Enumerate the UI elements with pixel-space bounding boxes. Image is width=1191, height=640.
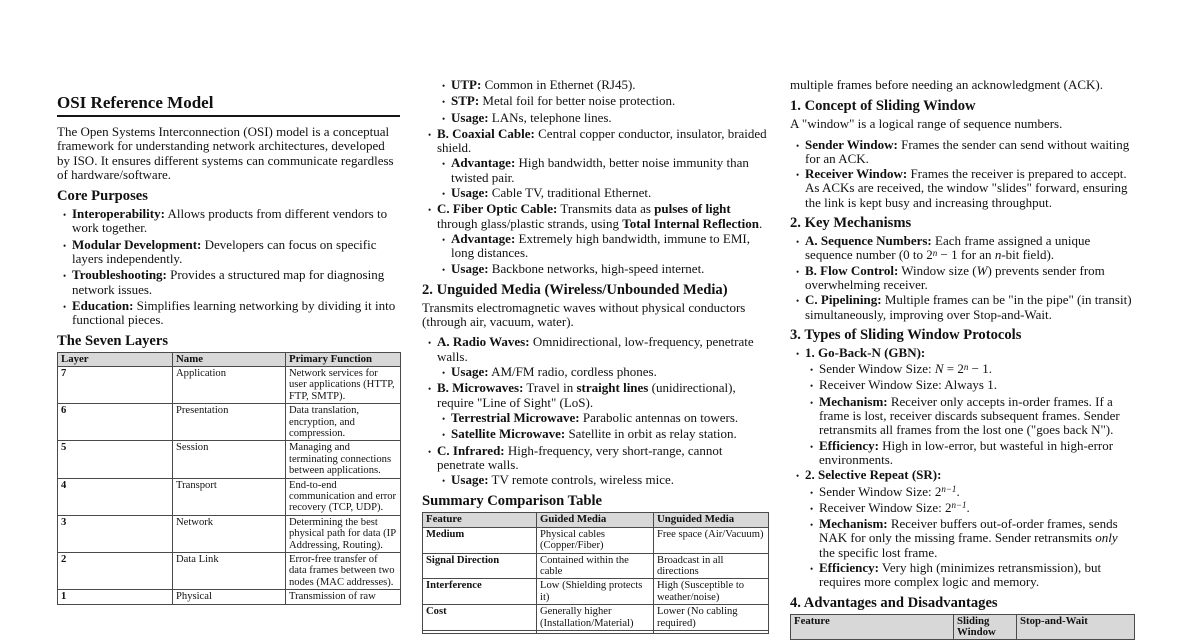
text-run: C. Fiber Optic Cable: (437, 201, 558, 217)
bullet-icon: • (428, 384, 432, 395)
list-item (796, 138, 1135, 167)
text-run: − 1 for an (937, 247, 995, 263)
bullet-icon: • (442, 189, 446, 200)
bullet-icon: • (810, 564, 814, 575)
list-item (796, 346, 1135, 361)
text-run: Simplifies learning networking by dividing it into functional pieces. (72, 297, 396, 328)
paragraph (790, 117, 1135, 131)
list-item (428, 381, 768, 410)
table-cell: 7 (58, 366, 173, 403)
list-item (428, 335, 768, 364)
bullet-icon: • (63, 240, 67, 251)
column-header: Name (173, 352, 286, 366)
text-run: Parabolic antennas on towers. (579, 409, 739, 425)
list-item-text (451, 473, 768, 487)
bullet-icon: • (428, 205, 432, 216)
list-item-text (451, 111, 768, 125)
list-item (810, 395, 1135, 438)
bullet-icon: • (796, 348, 800, 359)
table-cell: Session (173, 441, 286, 478)
text-run: multiple frames before needing an acknowledgment (ACK). (790, 77, 1103, 92)
column-header: Stop-and-Wait (1017, 614, 1135, 640)
heading-4-advantages-and-disadvantages: 4. Advantages and Disadvantages (790, 594, 998, 611)
bullet-icon: • (442, 413, 446, 424)
text-run: AM/FM radio, cordless phones. (488, 364, 657, 380)
guided-media-list (422, 78, 768, 277)
list-item-text (819, 395, 1135, 438)
text-run: Usage: (451, 109, 489, 125)
list-item-text (451, 94, 768, 108)
table-row (423, 605, 769, 631)
paragraph (57, 125, 400, 182)
column-header: Feature (791, 614, 954, 640)
table-header-row (791, 614, 1135, 640)
list-item-text (451, 232, 768, 261)
table-cell: Generally higher (Installation/Material) (537, 605, 654, 631)
paragraph (422, 301, 768, 330)
text-run: straight lines (576, 380, 649, 396)
table-cell: Network services for user applications (HTTP, FTP, SMTP). (286, 366, 401, 403)
bullet-icon: • (428, 129, 432, 140)
text-run: Frames the receiver is prepared to accept. As ACKs are received, the window "slides" forward, ensuring the link is kept busy and increasing throughput. (805, 166, 1128, 210)
bullet-icon: • (428, 446, 432, 457)
table-cell: Physical (173, 590, 286, 604)
table-cell: Application (173, 366, 286, 403)
list-item (442, 262, 768, 277)
heading-summary-comparison-table: Summary Comparison Table (422, 493, 603, 510)
text-run: C. Pipelining: (805, 292, 882, 308)
table-cell: Determining the best physical path for data (IP Addressing, Routing). (286, 515, 401, 552)
text-run: . (758, 215, 763, 231)
text-run: Usage: (451, 472, 489, 488)
list-item-text (805, 468, 1135, 482)
column-header: Sliding Window (954, 614, 1017, 640)
text-run: 1. Go-Back-N (GBN): (805, 344, 926, 360)
list-item-text (819, 517, 1135, 560)
text-run: Allows products from different vendors to work together. (72, 206, 388, 236)
text-run: Very high (minimizes retransmission), but requires more complex logic and memory. (819, 560, 1102, 590)
list-item (428, 127, 768, 156)
table-row (58, 404, 401, 441)
bullet-icon: • (442, 476, 446, 487)
bullet-icon: • (796, 471, 800, 482)
heading-osi-reference-model: OSI Reference Model (57, 93, 400, 117)
text-run: Sender Window Size: 2 (819, 483, 942, 499)
table-cell: Physical cables (Copper/Fiber) (537, 527, 654, 553)
list-item-text (72, 238, 400, 267)
bullet-icon: • (796, 266, 800, 277)
table-cell: Interference (423, 579, 537, 605)
list-item (442, 156, 768, 185)
text-run: Developers can focus on specific layers independently. (72, 236, 377, 267)
table-cell: Data Link (173, 553, 286, 590)
table-cell: Transmission of raw (286, 590, 401, 604)
heading-core-purposes: Core Purposes (57, 188, 148, 205)
text-run: Modular Development: (72, 236, 202, 252)
bullet-icon: • (796, 170, 800, 181)
list-item-text (819, 561, 1135, 590)
table-cell: 2 (58, 553, 173, 590)
list-item (810, 485, 1135, 500)
bullet-icon: • (810, 397, 814, 408)
list-item-text (451, 78, 768, 92)
list-item-text (819, 501, 1135, 515)
table-cell: Transport (173, 478, 286, 515)
text-run: Central copper conductor, insulator, braided shield. (437, 125, 767, 156)
text-run: = 2 (943, 361, 964, 377)
heading-1-concept-of-sliding-window: 1. Concept of Sliding Window (790, 98, 976, 115)
text-run: W (976, 262, 988, 278)
list-item-text (805, 167, 1135, 210)
unguided-media-list (422, 335, 768, 488)
table-cell: Signal Direction (423, 553, 537, 579)
bullet-icon: • (63, 210, 67, 221)
bullet-icon: • (796, 296, 800, 307)
text-run: pulses of light (654, 201, 731, 217)
list-item-text (437, 335, 768, 364)
list-item-text (819, 362, 1135, 376)
bullet-icon: • (428, 338, 432, 349)
text-run: Total Internal Reflection (622, 215, 759, 231)
seven-layers-table (57, 352, 401, 605)
list-item-text (805, 264, 1135, 293)
table-cell: Managing and terminating connections between applications. (286, 441, 401, 478)
bullet-icon: • (810, 520, 814, 531)
text-run: 2. Selective Repeat (SR): (805, 467, 942, 483)
list-item (796, 293, 1135, 322)
column-left (57, 78, 400, 640)
text-run: Usage: (451, 185, 489, 201)
table-row (58, 515, 401, 552)
table-cell: Cost (423, 605, 537, 631)
text-run: Sender Window Size: (819, 361, 935, 377)
table-cell: 4 (58, 478, 173, 515)
list-item-text (437, 202, 768, 231)
core-purposes-list (57, 207, 400, 327)
list-item-text (451, 186, 768, 200)
column-header: Guided Media (537, 513, 654, 527)
list-item-text (437, 381, 768, 410)
text-run: A. Radio Waves: (437, 334, 530, 350)
text-run: Receiver Window Size: 2 (819, 499, 952, 515)
list-item (63, 238, 400, 267)
table-row (58, 553, 401, 590)
table-row (58, 366, 401, 403)
table-cell: Contained within the cable (537, 553, 654, 579)
text-run: Travel in (523, 380, 577, 396)
table-cell: 6 (58, 404, 173, 441)
list-item-text (451, 427, 768, 441)
text-run: n−1 (941, 484, 957, 495)
table-cell: Low (Shielding protects it) (537, 579, 654, 605)
heading-3-types-of-sliding-window-protocols: 3. Types of Sliding Window Protocols (790, 326, 1022, 343)
list-item (810, 378, 1135, 393)
table-cell: Free space (Air/Vacuum) (654, 527, 769, 553)
list-item-text (451, 262, 768, 276)
table-body (423, 527, 769, 633)
text-run: A "window" is a logical range of sequence numbers. (790, 116, 1063, 132)
text-run: High in low-error, but wasteful in high-error environments. (819, 437, 1114, 467)
bullet-icon: • (442, 264, 446, 275)
list-item (442, 232, 768, 261)
text-run: Sender Window: (805, 136, 898, 152)
bullet-icon: • (810, 441, 814, 452)
table-cell: High (Susceptible to weather/noise) (654, 579, 769, 605)
key-mechanisms-list (790, 234, 1135, 322)
text-run: N (934, 361, 944, 377)
text-run: C. Infrared: (437, 442, 505, 458)
bullet-icon: • (796, 237, 800, 248)
text-run: A. Sequence Numbers: (805, 233, 932, 249)
text-run: Receiver Window Size: Always 1. (819, 377, 997, 393)
text-run: Window size ( (898, 262, 977, 278)
table-cell: Broadcast in all directions (654, 553, 769, 579)
text-run: n (994, 247, 1002, 263)
text-run: Transmits data as (557, 201, 655, 217)
heading-2-unguided-media-wireless-unbounded-medi: 2. Unguided Media (Wireless/Unbounded Media) (422, 281, 728, 298)
list-item (810, 501, 1135, 516)
table-row (423, 527, 769, 553)
table-row (423, 579, 769, 605)
heading-2-key-mechanisms: 2. Key Mechanisms (790, 215, 912, 232)
text-run: n (932, 247, 938, 258)
list-item (63, 268, 400, 297)
bullet-icon: • (810, 503, 814, 514)
table-row (423, 553, 769, 579)
text-run: B. Flow Control: (805, 262, 899, 278)
text-run: Each frame assigned a unique sequence number (0 to 2 (805, 233, 1091, 263)
text-run: Usage: (451, 364, 489, 380)
bullet-icon: • (810, 365, 814, 376)
column-right (790, 78, 1135, 640)
bullet-icon: • (63, 301, 67, 312)
text-run: Receiver only accepts in-order frames. If a frame is lost, receiver discards subsequent frames. Sender retransmits all frames from the lost one ("goes back N"). (819, 393, 1120, 438)
text-run: through glass/plastic strands, using (437, 215, 623, 231)
list-item-text (451, 156, 768, 185)
bullet-icon: • (442, 234, 446, 245)
table-cell: 5 (58, 441, 173, 478)
list-item (796, 234, 1135, 263)
list-item-text (805, 234, 1135, 263)
text-run: LANs, telephone lines. (488, 109, 612, 125)
text-run: Common in Ethernet (RJ45). (481, 77, 636, 92)
table-cell: 1 (58, 590, 173, 604)
text-run: the specific lost frame. (819, 544, 938, 560)
table-header-row (423, 513, 769, 527)
table-cell: Medium (423, 527, 537, 553)
list-item-text (819, 485, 1135, 499)
table-row (58, 478, 401, 515)
list-item (442, 186, 768, 201)
table-header-row (58, 352, 401, 366)
bullet-icon: • (810, 381, 814, 392)
bullet-icon: • (796, 140, 800, 151)
table-cell: Lower (No cabling required) (654, 605, 769, 631)
text-run: UTP: (451, 77, 482, 92)
list-item (442, 365, 768, 380)
table-cell (537, 631, 654, 634)
text-run: (unidirectional), require "Line of Sight" (LoS). (437, 380, 736, 410)
text-run: Usage: (451, 260, 489, 276)
table-row (58, 590, 401, 604)
table-cell: End-to-end communication and error recovery (TCP, UDP). (286, 478, 401, 515)
text-run: n−1 (951, 500, 967, 511)
text-run: − 1. (968, 361, 992, 377)
bullet-icon: • (442, 368, 446, 379)
list-item (428, 444, 768, 473)
text-run: Mechanism: (819, 516, 888, 532)
table-cell: Data translation, encryption, and compression. (286, 404, 401, 441)
table-cell: Network (173, 515, 286, 552)
list-item (442, 427, 768, 442)
text-run: The Open Systems Interconnection (OSI) model is a conceptual framework for understanding network architectures, developed by ISO. It ensures different systems can communicate regardless of hardware/software. (57, 124, 394, 182)
list-item-text (72, 268, 400, 297)
text-run: STP: (451, 93, 480, 109)
bullet-icon: • (63, 271, 67, 282)
text-run: Education: (72, 297, 134, 313)
list-item-text (819, 439, 1135, 468)
list-item (442, 111, 768, 126)
text-run: Metal foil for better noise protection. (479, 93, 676, 109)
table-cell (423, 631, 537, 634)
text-run: -bit field). (1001, 247, 1055, 263)
text-run: Backbone networks, high-speed internet. (488, 260, 705, 276)
text-run: High bandwidth, better noise immunity than twisted pair. (451, 155, 749, 185)
list-item (810, 439, 1135, 468)
list-item (442, 411, 768, 426)
list-item (442, 473, 768, 488)
list-item (810, 561, 1135, 590)
text-run: Multiple frames can be "in the pipe" (in transit) simultaneously, improving over Stop-and-Wait. (805, 292, 1132, 322)
window-concept-list (790, 138, 1135, 210)
list-item (810, 517, 1135, 560)
text-run: Advantage: (451, 230, 516, 246)
text-run: Efficiency: (819, 560, 879, 576)
protocol-types-list (790, 346, 1135, 590)
column-header: Primary Function (286, 352, 401, 366)
list-item-text (805, 138, 1135, 167)
list-item (63, 299, 400, 328)
list-item-text (805, 346, 1135, 360)
list-item-text (437, 444, 768, 473)
list-item-text (451, 365, 768, 379)
list-item (796, 167, 1135, 210)
list-item-text (805, 293, 1135, 322)
column-header: Unguided Media (654, 513, 769, 527)
text-run: Receiver Window: (805, 166, 908, 182)
list-item-text (437, 127, 768, 156)
text-run: Receiver buffers out-of-order frames, sends NAK for only the missing frame. Sender retransmits (819, 516, 1118, 546)
table-row (423, 631, 769, 634)
advantages-disadvantages-table (790, 614, 1135, 640)
text-run: Troubleshooting: (72, 267, 167, 283)
table-cell: 3 (58, 515, 173, 552)
text-run: TV remote controls, wireless mice. (488, 472, 674, 488)
list-item-text (451, 411, 768, 425)
bullet-icon: • (810, 487, 814, 498)
list-item (796, 468, 1135, 483)
text-run: only (1095, 530, 1118, 546)
text-run: High-frequency, very short-range, cannot penetrate walls. (437, 442, 723, 472)
list-item (442, 94, 768, 109)
text-run: ) prevents sender from overwhelming receiver. (805, 262, 1105, 292)
text-run: Efficiency: (819, 437, 879, 453)
text-run: . (966, 499, 970, 515)
column-mid (422, 78, 768, 640)
list-item-text (819, 378, 1135, 392)
list-item-text (72, 299, 400, 328)
table-body (58, 366, 401, 604)
bullet-icon: • (442, 97, 446, 108)
text-run: Terrestrial Microwave: (451, 409, 580, 425)
list-item (63, 207, 400, 236)
text-run: B. Coaxial Cable: (437, 125, 535, 141)
table-cell (654, 631, 769, 634)
text-run: Omnidirectional, low-frequency, penetrate walls. (437, 334, 754, 364)
text-run: . (956, 483, 960, 499)
summary-comparison-table (422, 512, 769, 634)
text-run: B. Microwaves: (437, 380, 524, 396)
column-header: Feature (423, 513, 537, 527)
text-run: Frames the sender can send without waiting for an ACK. (805, 136, 1130, 166)
bullet-icon: • (442, 81, 446, 91)
table-cell: Error-free transfer of data frames between two nodes (MAC addresses). (286, 553, 401, 590)
table-row (58, 441, 401, 478)
bullet-icon: • (442, 159, 446, 170)
text-run: Advantage: (451, 155, 516, 171)
text-run: Extremely high bandwidth, immune to EMI, long distances. (451, 230, 750, 261)
text-run: Cable TV, traditional Ethernet. (488, 185, 652, 201)
text-run: Satellite in orbit as relay station. (565, 426, 737, 442)
text-run: Satellite Microwave: (451, 426, 566, 442)
table-head (423, 513, 769, 527)
heading-the-seven-layers: The Seven Layers (57, 332, 169, 349)
list-item (442, 78, 768, 93)
bullet-icon: • (442, 113, 446, 124)
list-item-text (72, 207, 400, 236)
list-item (796, 264, 1135, 293)
text-run: n (963, 361, 969, 372)
column-header: Layer (58, 352, 173, 366)
bullet-icon: • (442, 430, 446, 441)
table-head (791, 614, 1135, 640)
table-head (58, 352, 401, 366)
text-run: Provides a structured map for diagnosing network issues. (72, 267, 385, 297)
text-run: Mechanism: (819, 393, 888, 409)
text-run: Interoperability: (72, 206, 165, 222)
table-cell: Presentation (173, 404, 286, 441)
text-run: Transmits electromagnetic waves without physical conductors (through air, vacuum, water). (422, 299, 746, 330)
list-item (810, 362, 1135, 377)
paragraph (790, 78, 1135, 92)
list-item (428, 202, 768, 231)
